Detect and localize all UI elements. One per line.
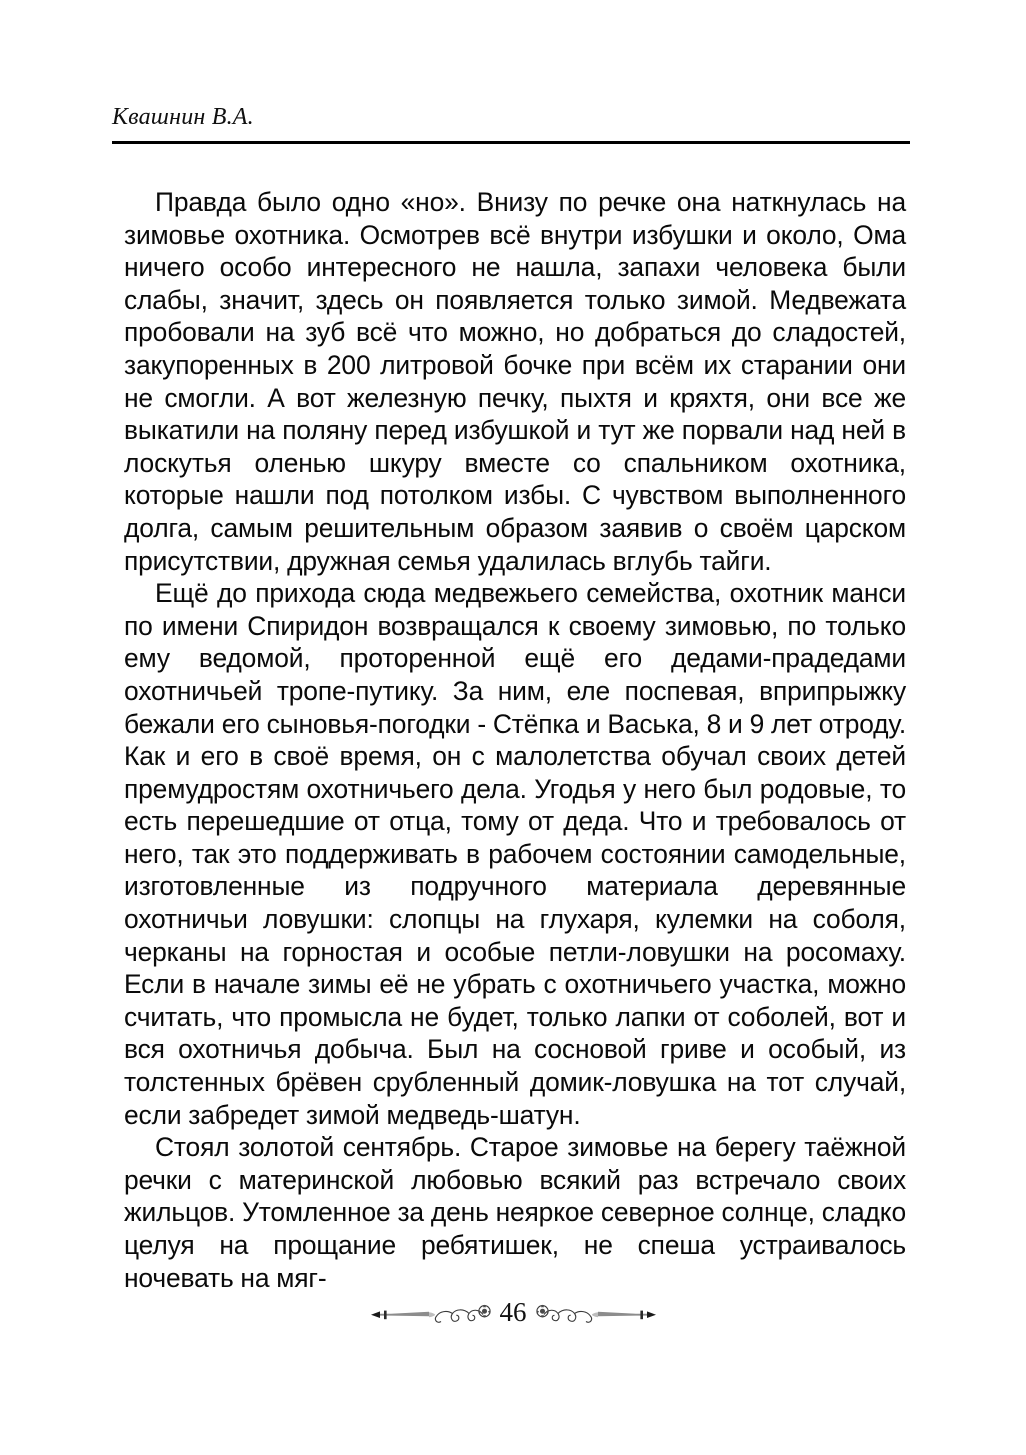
running-head [112, 104, 910, 130]
paragraph: Ещё до прихода сюда медвежьего семейства, охотник манси по имени Спиридон возвращался к своему зимовью, по только ему ведомой, проторенной ещё его дедами-прадедами охотничьей тропе-путику. За ним, еле поспевая, вприпрыжку бежали его сыновья-погодки - Стёпка и Васька, 8 и 9 лет отроду. Как и его в своё время, он с малолетства обучал своих детей премудростям охотничьего дела. Угодья у него был родовые, то есть перешедшие от отца, тому от деда. Что и требовалось от него, так это поддерживать в рабочем состоянии самодельные, изготовленные из подручного материала деревянные охотничьи ловушки: слопцы на глухаря, кулемки на соболя, черканы на горностая и особые петли-ловушки на росомаху. Если в начале зимы её не убрать с охотничьего участка, можно считать, что промысла не будет, только лапки от соболей, вот и вся охотничья добыча. Был на сосновой гриве и особый, из толстенных брёвен срубленный домик-ловушка на тот случай, если забредет зимой медведь-шатун. [124, 578, 906, 1130]
header-divider-rule [112, 141, 910, 144]
paragraph: Стоял золотой сентябрь. Старое зимовье на берегу таёжной речки с материнской любовью всякий раз встречало своих жильцов. Утомленное за день неяркое северное солнце, сладко целуя на прощание ребятишек, не спеша устраивалось ночевать на мяг- [124, 1132, 906, 1293]
page-number: 46 [499, 1296, 527, 1327]
page-footer [0, 1296, 1026, 1330]
paragraph: Правда было одно «но». Внизу по речке она наткнулась на зимовье охотника. Осмотрев всё внутри избушки и около, Ома ничего особо интересного не нашла, запахи человека были слабы, значит, здесь он появляется только зимой. Медвежата пробовали на зуб всё что можно, но добраться до сладостей, закупоренных в 200 литровой бочке при всём их старании они не смогли. А вот железную печку, пыхтя и кряхтя, они все же выкатили на поляну перед избушкой и тут же порвали над ней в лоскутья оленью шкуру вместе со спальником охотника, которые нашли под потолком избы. С чувством выполненного долга, самым решительным образом заявив о своём царском присутствии, дружная семья удалилась вглубь тайги. [124, 187, 906, 576]
body-text-column [124, 186, 906, 1294]
running-head-author: Квашнин В.А. [112, 104, 254, 130]
ornament-flourish-right [536, 1296, 656, 1330]
ornament-flourish-left [371, 1296, 491, 1330]
